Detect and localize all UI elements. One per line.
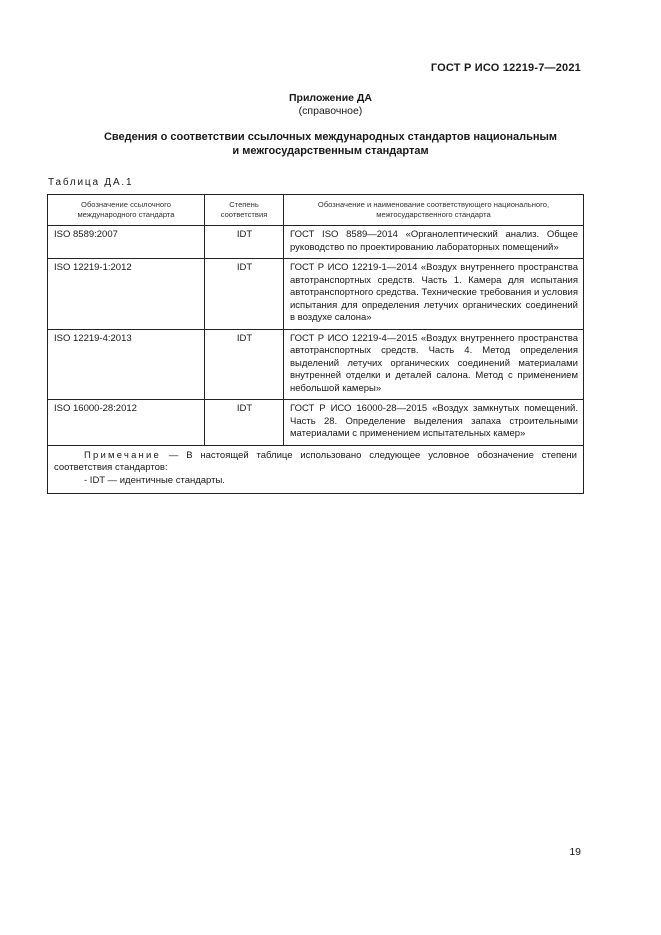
cell-standard: ГОСТ Р ИСО 12219-4—2015 «Воздух внутреннего пространства автотранспортных средств. Часть 4. Метод определения выделений летучих органических соединений материалами внутренней отделки и деталей салона. Метод с применением небольшой камеры»: [284, 329, 584, 400]
cell-standard: ГОСТ Р ИСО 16000-28—2015 «Воздух замкнутых помещений. Часть 28. Определение выделения запаха строительными материалами с применением испытательных камер»: [284, 400, 584, 446]
section-heading: [0, 130, 661, 158]
table-caption: Таблица ДА.1: [48, 177, 134, 188]
section-heading-line-2: и межгосударственным стандартам: [232, 145, 429, 157]
note-label: Примечание: [84, 449, 161, 461]
appendix-block: [0, 92, 661, 118]
cell-degree: IDT: [205, 400, 284, 446]
cell-standard: ГОСТ ISO 8589—2014 «Органолептический анализ. Общее руководство по проектированию лабораторных помещений»: [284, 226, 584, 259]
column-header-standard: Обозначение и наименование соответствующего национального, межгосударственного стандарта: [284, 195, 584, 226]
table-row: [48, 400, 584, 446]
appendix-title: Приложение ДА: [289, 92, 372, 104]
page-number: 19: [569, 846, 581, 858]
column-header-reference: Обозначение ссылочного международного стандарта: [48, 195, 205, 226]
note-text: — В настоящей таблице использовано следующее условное обозначение степени соответствия стандартов:: [54, 449, 577, 473]
table-row: [48, 329, 584, 400]
cell-degree: IDT: [205, 329, 284, 400]
table-row: [48, 259, 584, 330]
note-item: - IDT — идентичные стандарты.: [84, 474, 225, 486]
cell-degree: IDT: [205, 259, 284, 330]
cell-standard: ГОСТ Р ИСО 12219-1—2014 «Воздух внутреннего пространства автотранспортных средств. Часть 1. Камера для испытания автотранспортного средства. Технические требования и условия испытания для определения летучих органических соединений в воздухе салона»: [284, 259, 584, 330]
cell-reference: ISO 16000-28:2012: [48, 400, 205, 446]
cell-degree: IDT: [205, 226, 284, 259]
note-paragraph: [54, 450, 577, 475]
cell-reference: ISO 8589:2007: [48, 226, 205, 259]
document-code: ГОСТ Р ИСО 12219-7—2021: [430, 62, 581, 74]
appendix-subtitle: (справочное): [298, 105, 363, 117]
table-note: [48, 445, 584, 494]
cell-reference: ISO 12219-1:2012: [48, 259, 205, 330]
section-heading-line-1: Сведения о соответствии ссылочных международных стандартов национальным: [103, 131, 558, 143]
column-header-degree: Степень соответствия: [205, 195, 284, 226]
table-note-row: [48, 445, 584, 494]
table-row: [48, 226, 584, 259]
correspondence-table: [47, 194, 583, 494]
table-header-row: [48, 195, 584, 226]
cell-reference: ISO 12219-4:2013: [48, 329, 205, 400]
